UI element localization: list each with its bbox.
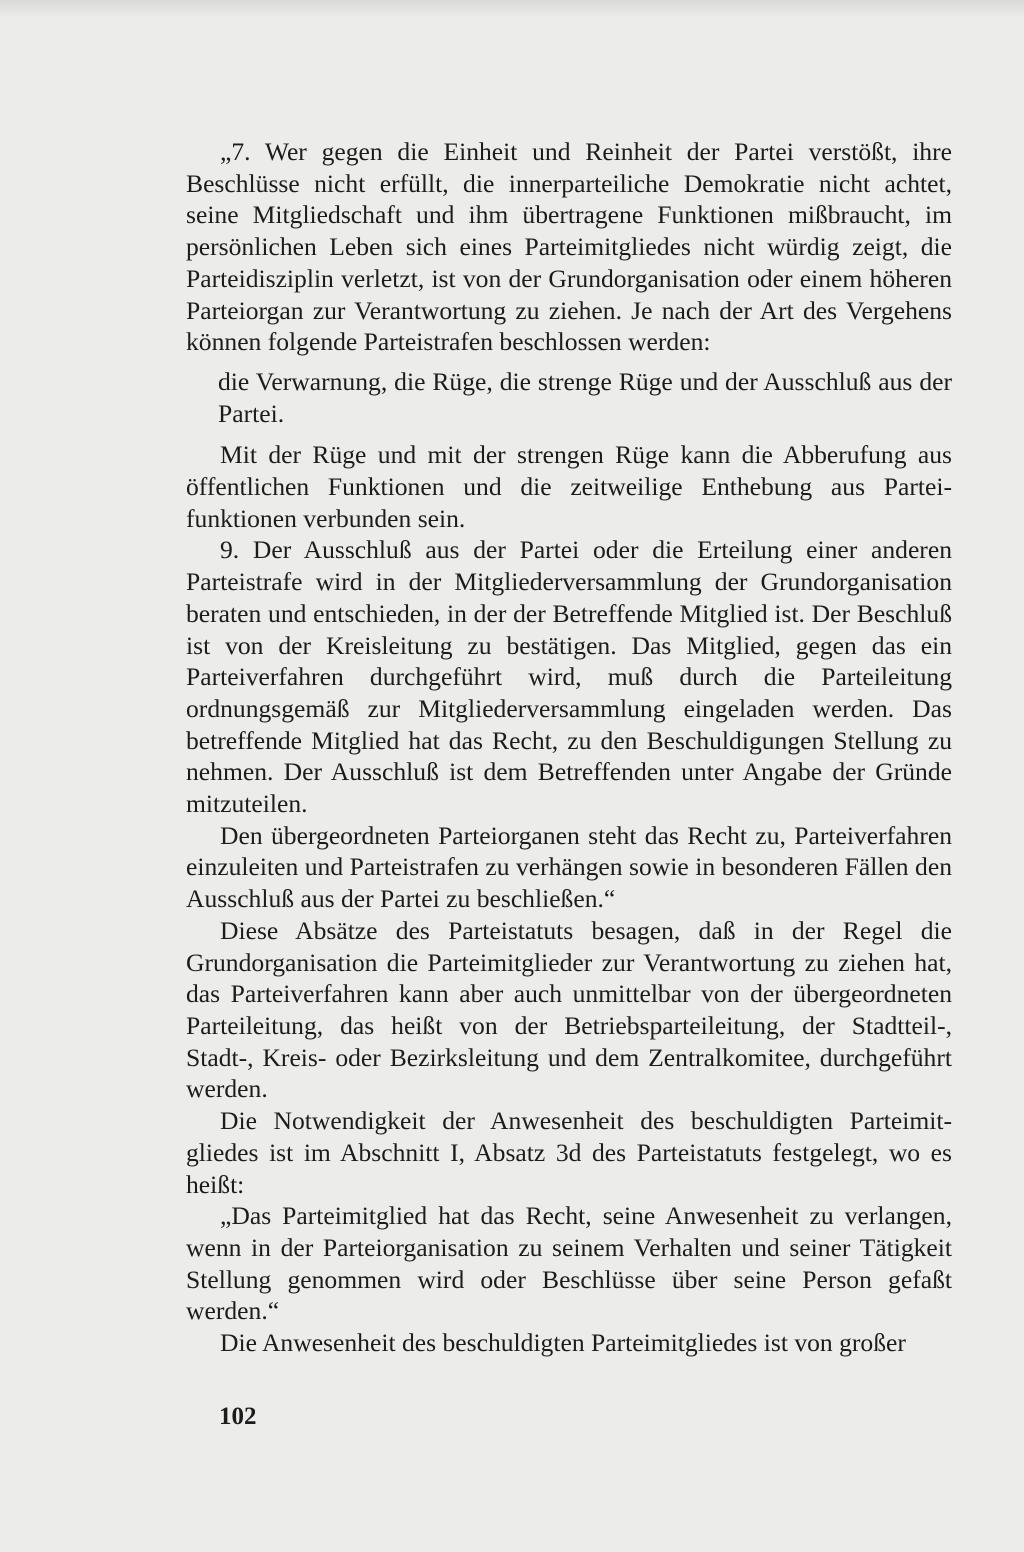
paragraph-commentary: Diese Absätze des Parteistatuts besagen, daß in der Regel die Grundorganisation die Parteimitglieder zur Verantwortung zu ziehen hat, das Parteiverfahren kann aber auch unmittelbar von der übergeordneten Parteileitung, das heißt von der Betriebsparteileitung, der Stadtteil-, Stadt-, Kreis- oder Bezirksleitung und dem Zentralkomitee, durchgeführt werden.	[186, 915, 952, 1104]
page-number: 102	[219, 1403, 257, 1430]
paragraph-quote-presence: „Das Parteimitglied hat das Recht, seine Anwesenheit zu verlangen, wenn in der Parteiorganisation zu seinem Verhalten und seiner Tätigkeit Stellung genommen wird oder Beschlüsse über seine Person gefaßt werden.“	[186, 1201, 952, 1326]
body-text	[186, 136, 952, 1359]
paragraph-ruege: Mit der Rüge und mit der strengen Rüge kann die Abberufung aus öffentlichen Funktionen und die zeitweilige Enthebung aus Parteifunktionen verbunden sein.	[186, 440, 952, 533]
paragraph-statute-9: 9. Der Ausschluß aus der Partei oder die Erteilung einer anderen Parteistrafe wird in der Mitgliederversammlung der Grundorganisation beraten und entschieden, in der der Betreffende Mitglied ist. Der Beschluß ist von der Kreisleitung zu bestätigen. Das Mitglied, gegen das ein Parteiverfahren durchgeführt wird, muß durch die Parteileitung ordnungsgemäß zur Mitgliederversammlung eingeladen werden. Das betreffende Mitglied hat das Recht, zu den Beschuldigungen Stellung zu nehmen. Der Ausschluß ist dem Betreffenden unter Angabe der Gründe mitzuteilen.	[186, 535, 952, 819]
paragraph-penalty-list: die Verwarnung, die Rüge, die strenge Rüge und der Ausschluß aus der Partei.	[218, 366, 952, 428]
paragraph-presence-requirement: Die Notwendigkeit der Anwesenheit des beschuldigten Parteimitgliedes ist im Abschnitt I, Absatz 3d des Parteistatuts festgelegt, wo es heißt:	[186, 1106, 952, 1199]
paragraph-closing: Die Anwesenheit des beschuldigten Parteimitgliedes ist von großer	[220, 1328, 906, 1358]
paragraph-higher-organs: Den übergeordneten Parteiorganen steht das Recht zu, Parteiverfahren einzuleiten und Parteistrafen zu verhängen sowie in besonderen Fällen den Ausschluß aus der Partei zu beschließen.“	[186, 820, 952, 914]
paragraph-statute-7: „7. Wer gegen die Einheit und Reinheit der Partei verstößt, ihre Beschlüsse nicht erfüllt, die innerparteiliche Demokratie nicht achtet, seine Mitgliedschaft und ihm übertragene Funktionen mißbraucht, im persönlichen Leben sich eines Parteimitgliedes nicht würdig zeigt, die Parteidisziplin verletzt, ist von der Grundorganisation oder einem höheren Parteiorgan zur Verantwortung zu ziehen. Je nach der Art des Vergehens können folgende Parteistrafen beschlossen werden:	[186, 137, 952, 357]
